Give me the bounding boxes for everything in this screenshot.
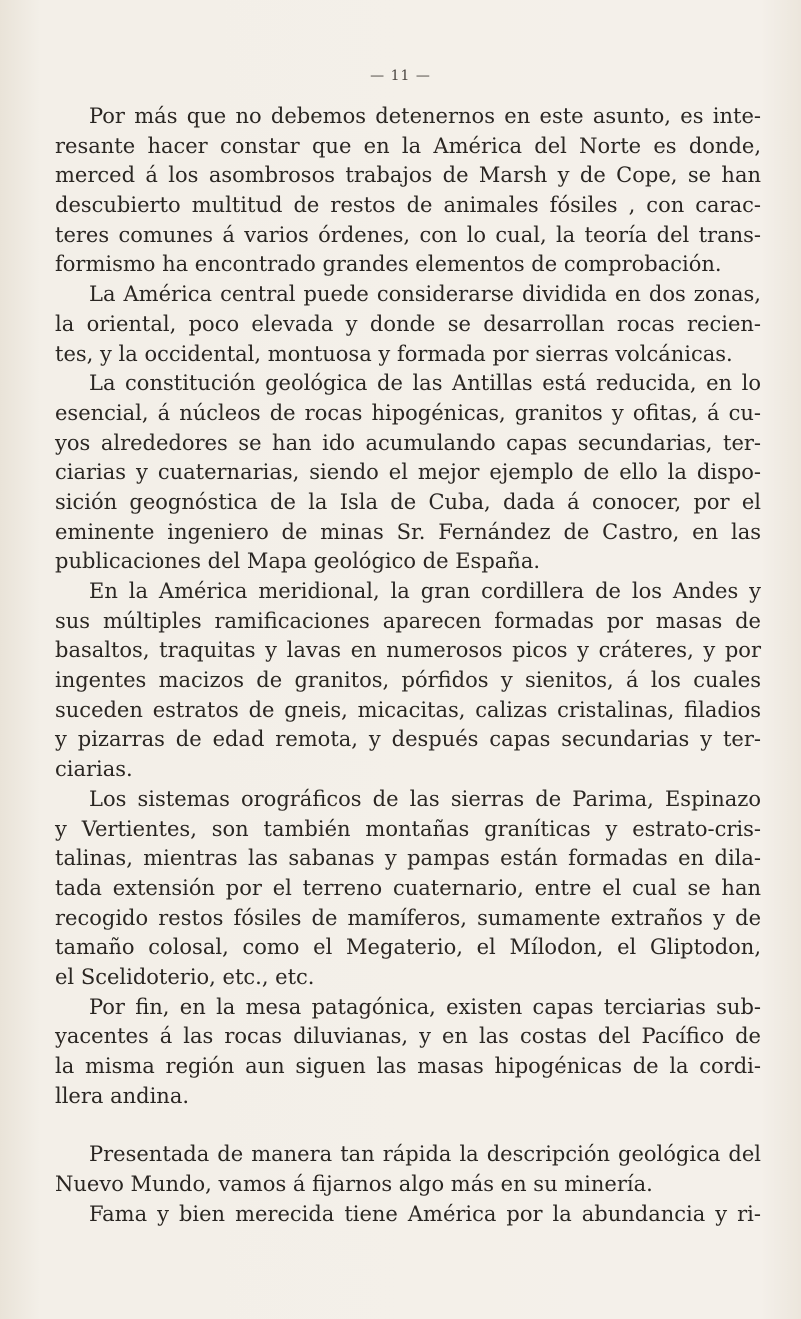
text-line: ingentes macizos de granitos, pórfidos y sienitos, á los cuales (55, 668, 761, 693)
text-line: talinas, mientras las sabanas y pampas están formadas en dila- (55, 846, 761, 871)
text-line: recogido restos fósiles de mamíferos, sumamente extraños y de (55, 905, 761, 930)
text-line: eminente ingeniero de minas Sr. Fernández de Castro, en las (55, 519, 761, 544)
paragraph-antilles (55, 369, 761, 577)
text-line: En la América meridional, la gran cordillera de los Andes y (89, 579, 761, 603)
text-line: yacentes á las rocas diluvianas, y en las costas del Pacífico de (55, 1024, 761, 1049)
text-line: resante hacer constar que en la América del Norte es donde, (55, 133, 761, 158)
text-line: ciarias. (55, 757, 133, 782)
text-line: basaltos, traquitas y lavas en numerosos picos y cráteres, y por (55, 638, 761, 663)
text-line: sus múltiples ramificaciones aparecen formadas por masas de (55, 608, 761, 633)
paragraph-america-abundance (55, 1200, 761, 1230)
text-line: la misma región aun siguen las masas hipogénicas de la cordi- (55, 1054, 761, 1078)
text-line: tes, y la occidental, montuosa y formada por sierras volcánicas. (55, 341, 733, 366)
page-number-header: — 11 — (370, 68, 431, 84)
paragraph-south-america (55, 577, 761, 785)
text-line: Nuevo Mundo, vamos á fijarnos algo más en su minería. (55, 1172, 653, 1197)
text-line: sición geognóstica de la Isla de Cuba, dada á conocer, por el (55, 489, 761, 514)
text-line: formismo ha encontrado grandes elementos de comprobación. (55, 252, 722, 277)
paragraph-gap (55, 1111, 761, 1140)
text-line: ciarias y cuaternarias, siendo el mejor ejemplo de ello la dispo- (55, 460, 761, 485)
paragraph-transition-mining (55, 1140, 761, 1199)
text-line: suceden estratos de gneis, micacitas, calizas cristalinas, filadios (55, 697, 761, 722)
text-line: publicaciones del Mapa geológico de España. (55, 549, 541, 574)
text-line: Fama y bien merecida tiene América por la abundancia y ri- (89, 1201, 761, 1226)
text-line: tada extensión por el terreno cuaternario, entre el cual se han (55, 875, 761, 900)
text-line: teres comunes á varios órdenes, con lo cual, la teoría del trans- (55, 222, 761, 247)
body-text (55, 102, 761, 1229)
text-line: La América central puede considerarse dividida en dos zonas, (89, 282, 761, 307)
text-line: esencial, á núcleos de rocas hipogénicas, granitos y ofitas, á cu- (55, 400, 761, 425)
text-line: tamaño colosal, como el Megaterio, el Mílodon, el Gliptodon, (55, 935, 761, 960)
text-line: Presentada de manera tan rápida la descripción geológica del (89, 1142, 761, 1167)
text-line: La constitución geológica de las Antillas está reducida, en lo (89, 371, 761, 396)
text-line: y Vertientes, son también montañas graníticas y estrato-cris- (55, 816, 761, 841)
text-line: llera andina. (55, 1083, 190, 1108)
text-line: Los sistemas orográficos de las sierras de Parima, Espinazo (89, 786, 761, 811)
text-line: la oriental, poco elevada y donde se desarrollan rocas recien- (55, 311, 761, 336)
paragraph-patagonia (55, 993, 761, 1112)
text-line: merced á los asombrosos trabajos de Marsh y de Cope, se han (55, 163, 761, 188)
paragraph-fossils-north-america (55, 102, 761, 280)
paragraph-orographic-systems (55, 785, 761, 993)
text-line: el Scelidoterio, etc., etc. (55, 964, 315, 989)
text-line: yos alrededores se han ido acumulando capas secundarias, ter- (55, 430, 761, 455)
text-line: descubierto multitud de restos de animales fósiles , con carac- (55, 193, 761, 218)
paragraph-central-america (55, 280, 761, 369)
text-line: Por fin, en la mesa patagónica, existen capas terciarias sub- (89, 994, 761, 1019)
text-line: y pizarras de edad remota, y después capas secundarias y ter- (55, 727, 761, 752)
text-line: Por más que no debemos detenernos en este asunto, es inte- (89, 104, 761, 128)
